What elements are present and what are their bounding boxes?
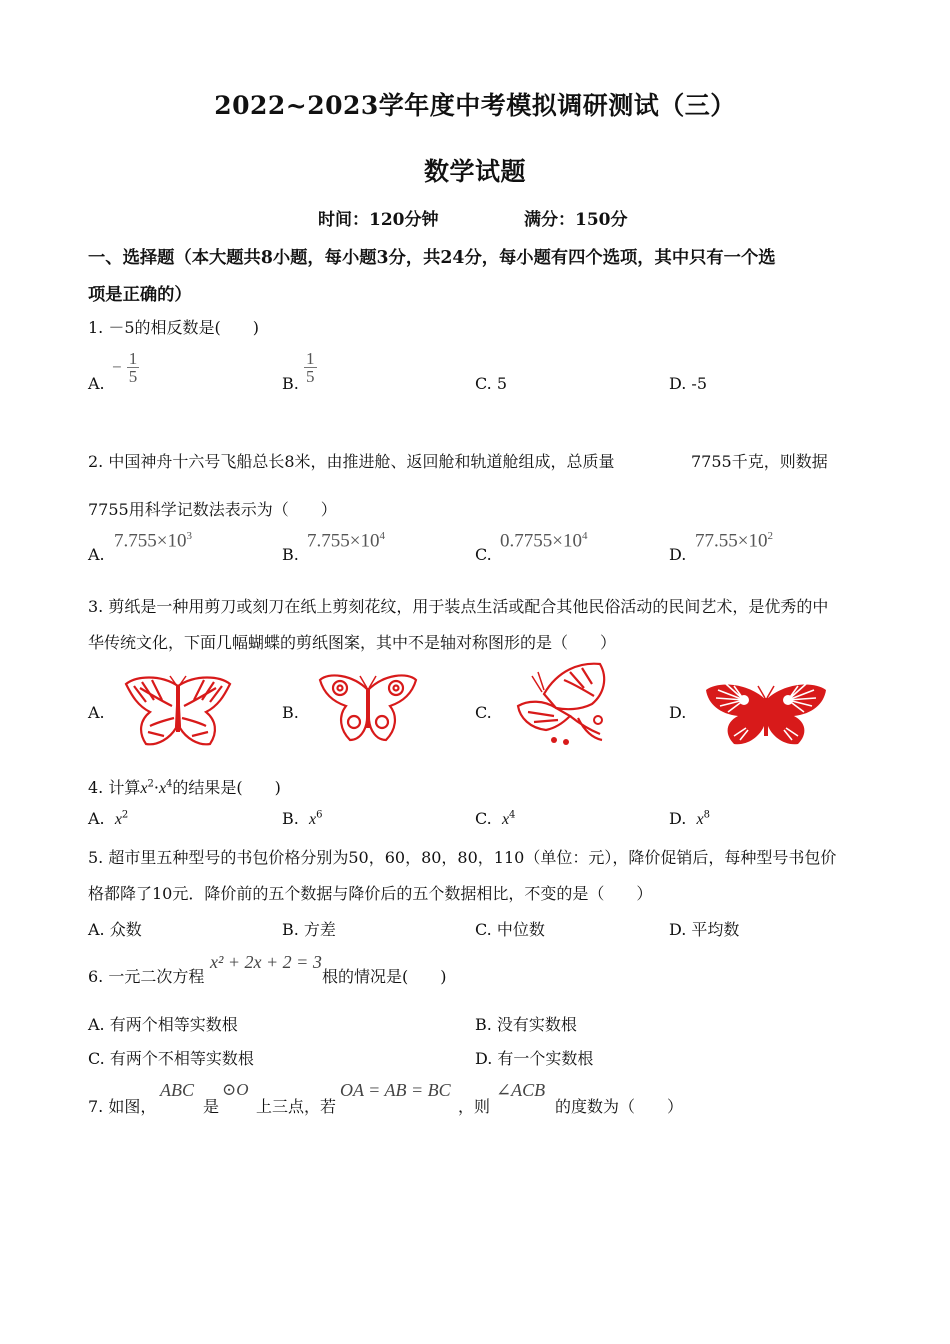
option-label: D. bbox=[669, 809, 687, 828]
option-var: x bbox=[501, 811, 510, 828]
sci-base: 7.755×10 bbox=[114, 530, 187, 552]
q4-option-b bbox=[282, 809, 323, 829]
question-7-stem-pre: 7. 如图， bbox=[88, 1097, 157, 1116]
q7-circle: ⊙O bbox=[222, 1080, 249, 1099]
q4-dot: · bbox=[153, 778, 159, 797]
question-2-stem: 2. 中国神舟十六号飞船总长8米，由推进舱、返回舱和轨道舱组成，总质量 bbox=[88, 452, 615, 471]
sci-exponent: 3 bbox=[186, 530, 192, 542]
option-var: x bbox=[114, 811, 122, 828]
q7-mid1: 是 bbox=[203, 1097, 220, 1116]
q2-option-d bbox=[695, 530, 773, 552]
sci-base: 77.55×10 bbox=[695, 530, 768, 552]
q2-option-a-label: A. bbox=[88, 545, 105, 564]
sci-exponent: 4 bbox=[379, 530, 385, 542]
q6-option-c: C. 有两个不相等实数根 bbox=[88, 1049, 254, 1068]
q5-option-b: B. 方差 bbox=[282, 920, 336, 939]
option-exp: 8 bbox=[703, 809, 710, 821]
q4-exp: 4 bbox=[166, 778, 173, 790]
q4-var: x bbox=[140, 780, 148, 797]
q5-option-a: A. 众数 bbox=[88, 920, 142, 939]
option-label: A. bbox=[88, 809, 105, 828]
butterfly-a-image bbox=[120, 672, 236, 752]
exam-time: 时间：120分钟 bbox=[318, 210, 439, 230]
q6-option-b: B. 没有实数根 bbox=[475, 1015, 577, 1034]
q2-option-b-label: B. bbox=[282, 545, 299, 564]
option-var: x bbox=[696, 811, 704, 828]
numerator: 1 bbox=[128, 349, 138, 368]
q5-option-c: C. 中位数 bbox=[475, 920, 545, 939]
question-7-stem-post: 的度数为（ ） bbox=[555, 1097, 684, 1116]
numerator: 1 bbox=[306, 349, 315, 368]
q4-option-a bbox=[88, 809, 128, 829]
option-var: x bbox=[309, 811, 317, 828]
q7-mid3: ，则 bbox=[458, 1097, 491, 1116]
sci-exponent: 2 bbox=[767, 530, 773, 542]
option-exp: 2 bbox=[121, 809, 129, 821]
exam-title: 2022~2023学年度中考模拟调研测试（三） bbox=[214, 91, 736, 120]
q3-option-d-label: D. bbox=[669, 703, 687, 722]
q6-option-d: D. 有一个实数根 bbox=[475, 1049, 594, 1068]
exam-subtitle: 数学试题 bbox=[423, 157, 526, 186]
butterfly-c-image bbox=[514, 660, 614, 748]
q2-option-d-label: D. bbox=[669, 545, 687, 564]
question-4-stem bbox=[88, 775, 281, 798]
q5-option-d: D. 平均数 bbox=[669, 920, 740, 939]
section-heading: 一、选择题（本大题共8小题，每小题3分，共24分，每小题有四个选项，其中只有一个选 bbox=[88, 248, 776, 268]
option-exp: 4 bbox=[509, 809, 516, 821]
butterfly-b-image bbox=[316, 670, 420, 750]
section-heading-cont: 项是正确的） bbox=[88, 285, 192, 305]
q2-option-c bbox=[500, 530, 587, 552]
question-5-stem: 5. 超市里五种型号的书包价格分别为50，60，80，80，110（单位：元），降价促销后，每种型号书包价 bbox=[88, 848, 837, 867]
question-3-stem-line2: 华传统文化，下面几幅蝴蝶的剪纸图案，其中不是轴对称图形的是（ ） bbox=[88, 633, 617, 652]
question-6-stem-post: 根的情况是( ) bbox=[322, 967, 447, 986]
denominator: 5 bbox=[306, 367, 315, 386]
q3-option-b-label: B. bbox=[282, 703, 299, 722]
q4-stem-post: 的结果是( ) bbox=[172, 778, 281, 797]
q1-option-c: C. 5 bbox=[475, 374, 508, 393]
q7-points: ABC bbox=[160, 1080, 194, 1100]
q1-option-d: D. -5 bbox=[669, 374, 708, 393]
question-2-stem-cont: 7755千克，则数据 bbox=[691, 452, 828, 471]
q4-option-d bbox=[669, 809, 710, 829]
butterfly-d-image bbox=[704, 678, 828, 750]
q1-option-b-label: B. bbox=[282, 374, 299, 393]
q4-stem-pre: 4. 计算 bbox=[88, 778, 141, 797]
q2-option-a bbox=[114, 530, 192, 552]
q7-angle: ∠ACB bbox=[496, 1080, 546, 1100]
minus-sign: − bbox=[112, 357, 122, 377]
denominator: 5 bbox=[128, 367, 138, 386]
question-1-stem: 1. －5的相反数是( ) bbox=[88, 318, 260, 337]
q2-option-c-label: C. bbox=[475, 545, 492, 564]
sci-exponent: 4 bbox=[581, 530, 588, 542]
question-6-stem-pre: 6. 一元二次方程 bbox=[88, 967, 205, 986]
q6-equation: x² + 2x + 2 = 3 bbox=[210, 952, 322, 972]
q4-var: x bbox=[158, 780, 167, 797]
q1-option-b bbox=[304, 350, 317, 385]
fraction bbox=[304, 350, 317, 385]
question-2-stem-line2: 7755用科学记数法表示为（ ） bbox=[88, 500, 337, 519]
q4-exp: 2 bbox=[147, 778, 154, 790]
q3-option-c-label: C. bbox=[475, 703, 492, 722]
q2-option-b bbox=[307, 530, 385, 552]
exam-score: 满分：150分 bbox=[524, 210, 628, 230]
question-5-stem-line2: 格都降了10元．降价前的五个数据与降价后的五个数据相比，不变的是（ ） bbox=[88, 884, 653, 903]
q4-option-c bbox=[475, 809, 515, 829]
q7-equation: OA = AB = BC bbox=[340, 1080, 451, 1100]
sci-base: 0.7755×10 bbox=[500, 530, 582, 552]
option-exp: 6 bbox=[316, 809, 323, 821]
question-3-stem: 3. 剪纸是一种用剪刀或刻刀在纸上剪刻花纹，用于装点生活或配合其他民俗活动的民间艺术，是优秀的中 bbox=[88, 597, 829, 616]
fraction bbox=[127, 350, 140, 385]
q6-option-a: A. 有两个相等实数根 bbox=[88, 1015, 238, 1034]
q3-option-a-label: A. bbox=[88, 703, 105, 722]
sci-base: 7.755×10 bbox=[307, 530, 380, 552]
option-label: C. bbox=[475, 809, 492, 828]
q1-option-a-label: A. bbox=[88, 374, 105, 393]
option-label: B. bbox=[282, 809, 299, 828]
q1-option-a bbox=[112, 350, 139, 385]
q7-mid2: 上三点，若 bbox=[256, 1097, 337, 1116]
